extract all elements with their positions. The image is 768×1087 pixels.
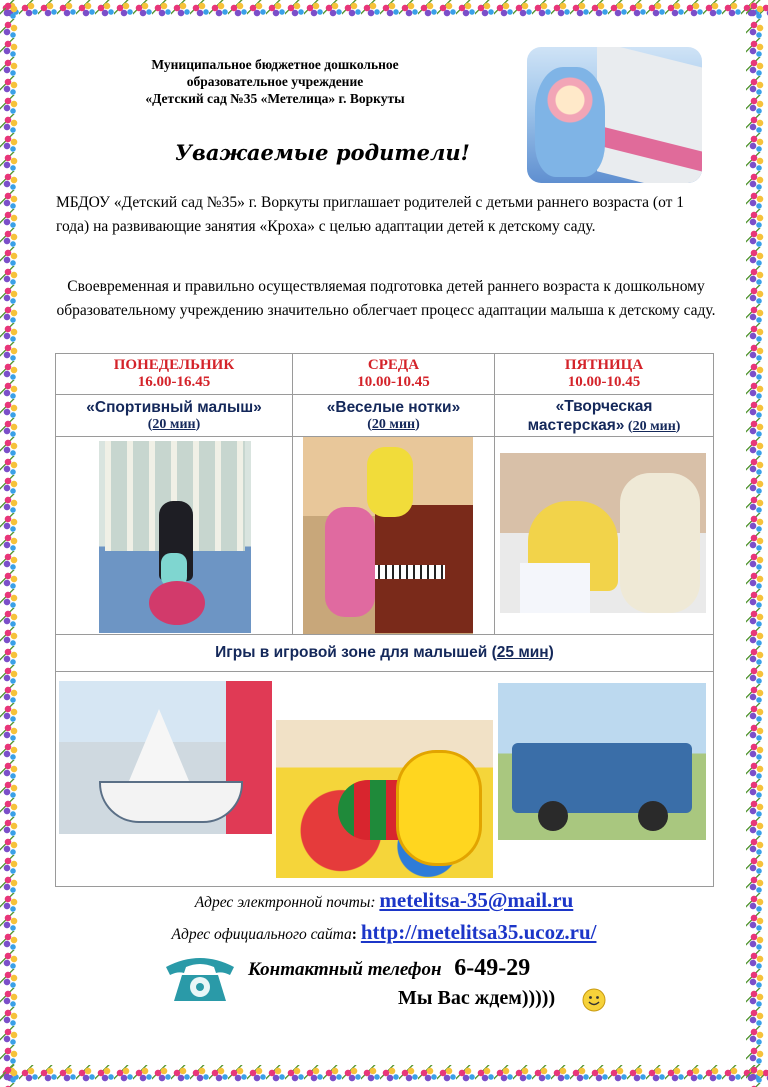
email-link[interactable]: metelitsa-35@mail.ru	[379, 888, 574, 912]
class-duration: 20 мин	[371, 417, 416, 432]
border-bottom	[0, 1065, 768, 1087]
truck-play-photo	[498, 683, 706, 840]
organization-name: Муниципальное бюджетное дошкольное образовательное учреждение «Детский сад №35 «Метелица» г. Воркуты	[145, 57, 405, 106]
closing-message: Мы Вас ждем)))))	[398, 987, 556, 1009]
ship-play-photo	[59, 681, 272, 834]
time-label: 10.00-10.45	[567, 374, 641, 390]
class-cell: «Творческая мастерская» (20 мин)	[495, 395, 714, 437]
site-link[interactable]: http://metelitsa35.ucoz.ru/	[360, 920, 597, 944]
telephone-icon	[160, 953, 240, 1005]
class-name: «Творческая	[555, 397, 653, 415]
email-label: Адрес электронной почты	[194, 894, 371, 911]
adaptation-paragraph: Своевременная и правильно осуществляемая подготовка детей раннего возраста к дошкольному образовательному учреждению значительно облегчает процесс адаптации малыша к детскому саду.	[56, 278, 716, 319]
games-duration: 25 мин	[496, 644, 549, 661]
day-label: СРЕДА	[367, 357, 420, 373]
sport-class-photo	[99, 441, 251, 633]
contact-phone	[248, 955, 530, 982]
email-line: Адрес электронной почты: metelitsa-35@mail.ru	[194, 888, 574, 912]
day-label: ПЯТНИЦА	[564, 357, 644, 373]
site-label: Адрес официального сайта	[171, 926, 352, 943]
smiley-icon	[582, 988, 606, 1012]
class-duration: 20 мин	[152, 417, 196, 432]
kindergarten-building-photo	[527, 47, 702, 183]
phone-label: Контактный телефон	[248, 959, 442, 980]
day-label: ПОНЕДЕЛЬНИК	[113, 357, 235, 373]
class-duration: 20 мин	[632, 418, 676, 434]
music-class-photo	[303, 437, 473, 634]
class-cell: «Веселые нотки» (20 мин)	[293, 395, 495, 437]
art-class-photo	[500, 453, 706, 613]
intro-paragraph: МБДОУ «Детский сад №35» г. Воркуты приглашает родителей с детьми раннего возраста (от 1 года) на развивающие занятия «Кроха» с целью адаптации детей к детскому саду.	[56, 194, 685, 235]
games-title: Игры в игровой зоне для малышей (25 мин)	[56, 635, 714, 672]
class-name: «Спортивный малыш»	[86, 399, 262, 416]
time-label: 10.00-10.45	[357, 374, 430, 390]
greeting-heading: Уважаемые родители!	[175, 140, 470, 165]
class-name-cont: мастерская»	[527, 416, 625, 434]
class-cell: «Спортивный малыш» (20 мин)	[56, 395, 293, 437]
site-line: Адрес официального сайта: http://metelitsa35.ucoz.ru/	[171, 920, 597, 944]
sport-photo-cell	[56, 437, 293, 635]
music-photo-cell	[293, 437, 495, 635]
schedule-table	[55, 353, 714, 887]
soft-play-photo	[276, 720, 493, 878]
border-top	[0, 0, 768, 22]
art-photo-cell	[495, 437, 714, 635]
time-label: 16.00-16.45	[137, 374, 211, 390]
friday-cell	[495, 354, 714, 395]
monday-cell	[56, 354, 293, 395]
wednesday-cell	[293, 354, 495, 395]
phone-number: 6-49-29	[454, 955, 531, 981]
play-photos-cell	[56, 672, 714, 887]
class-name: «Веселые нотки»	[326, 399, 461, 416]
